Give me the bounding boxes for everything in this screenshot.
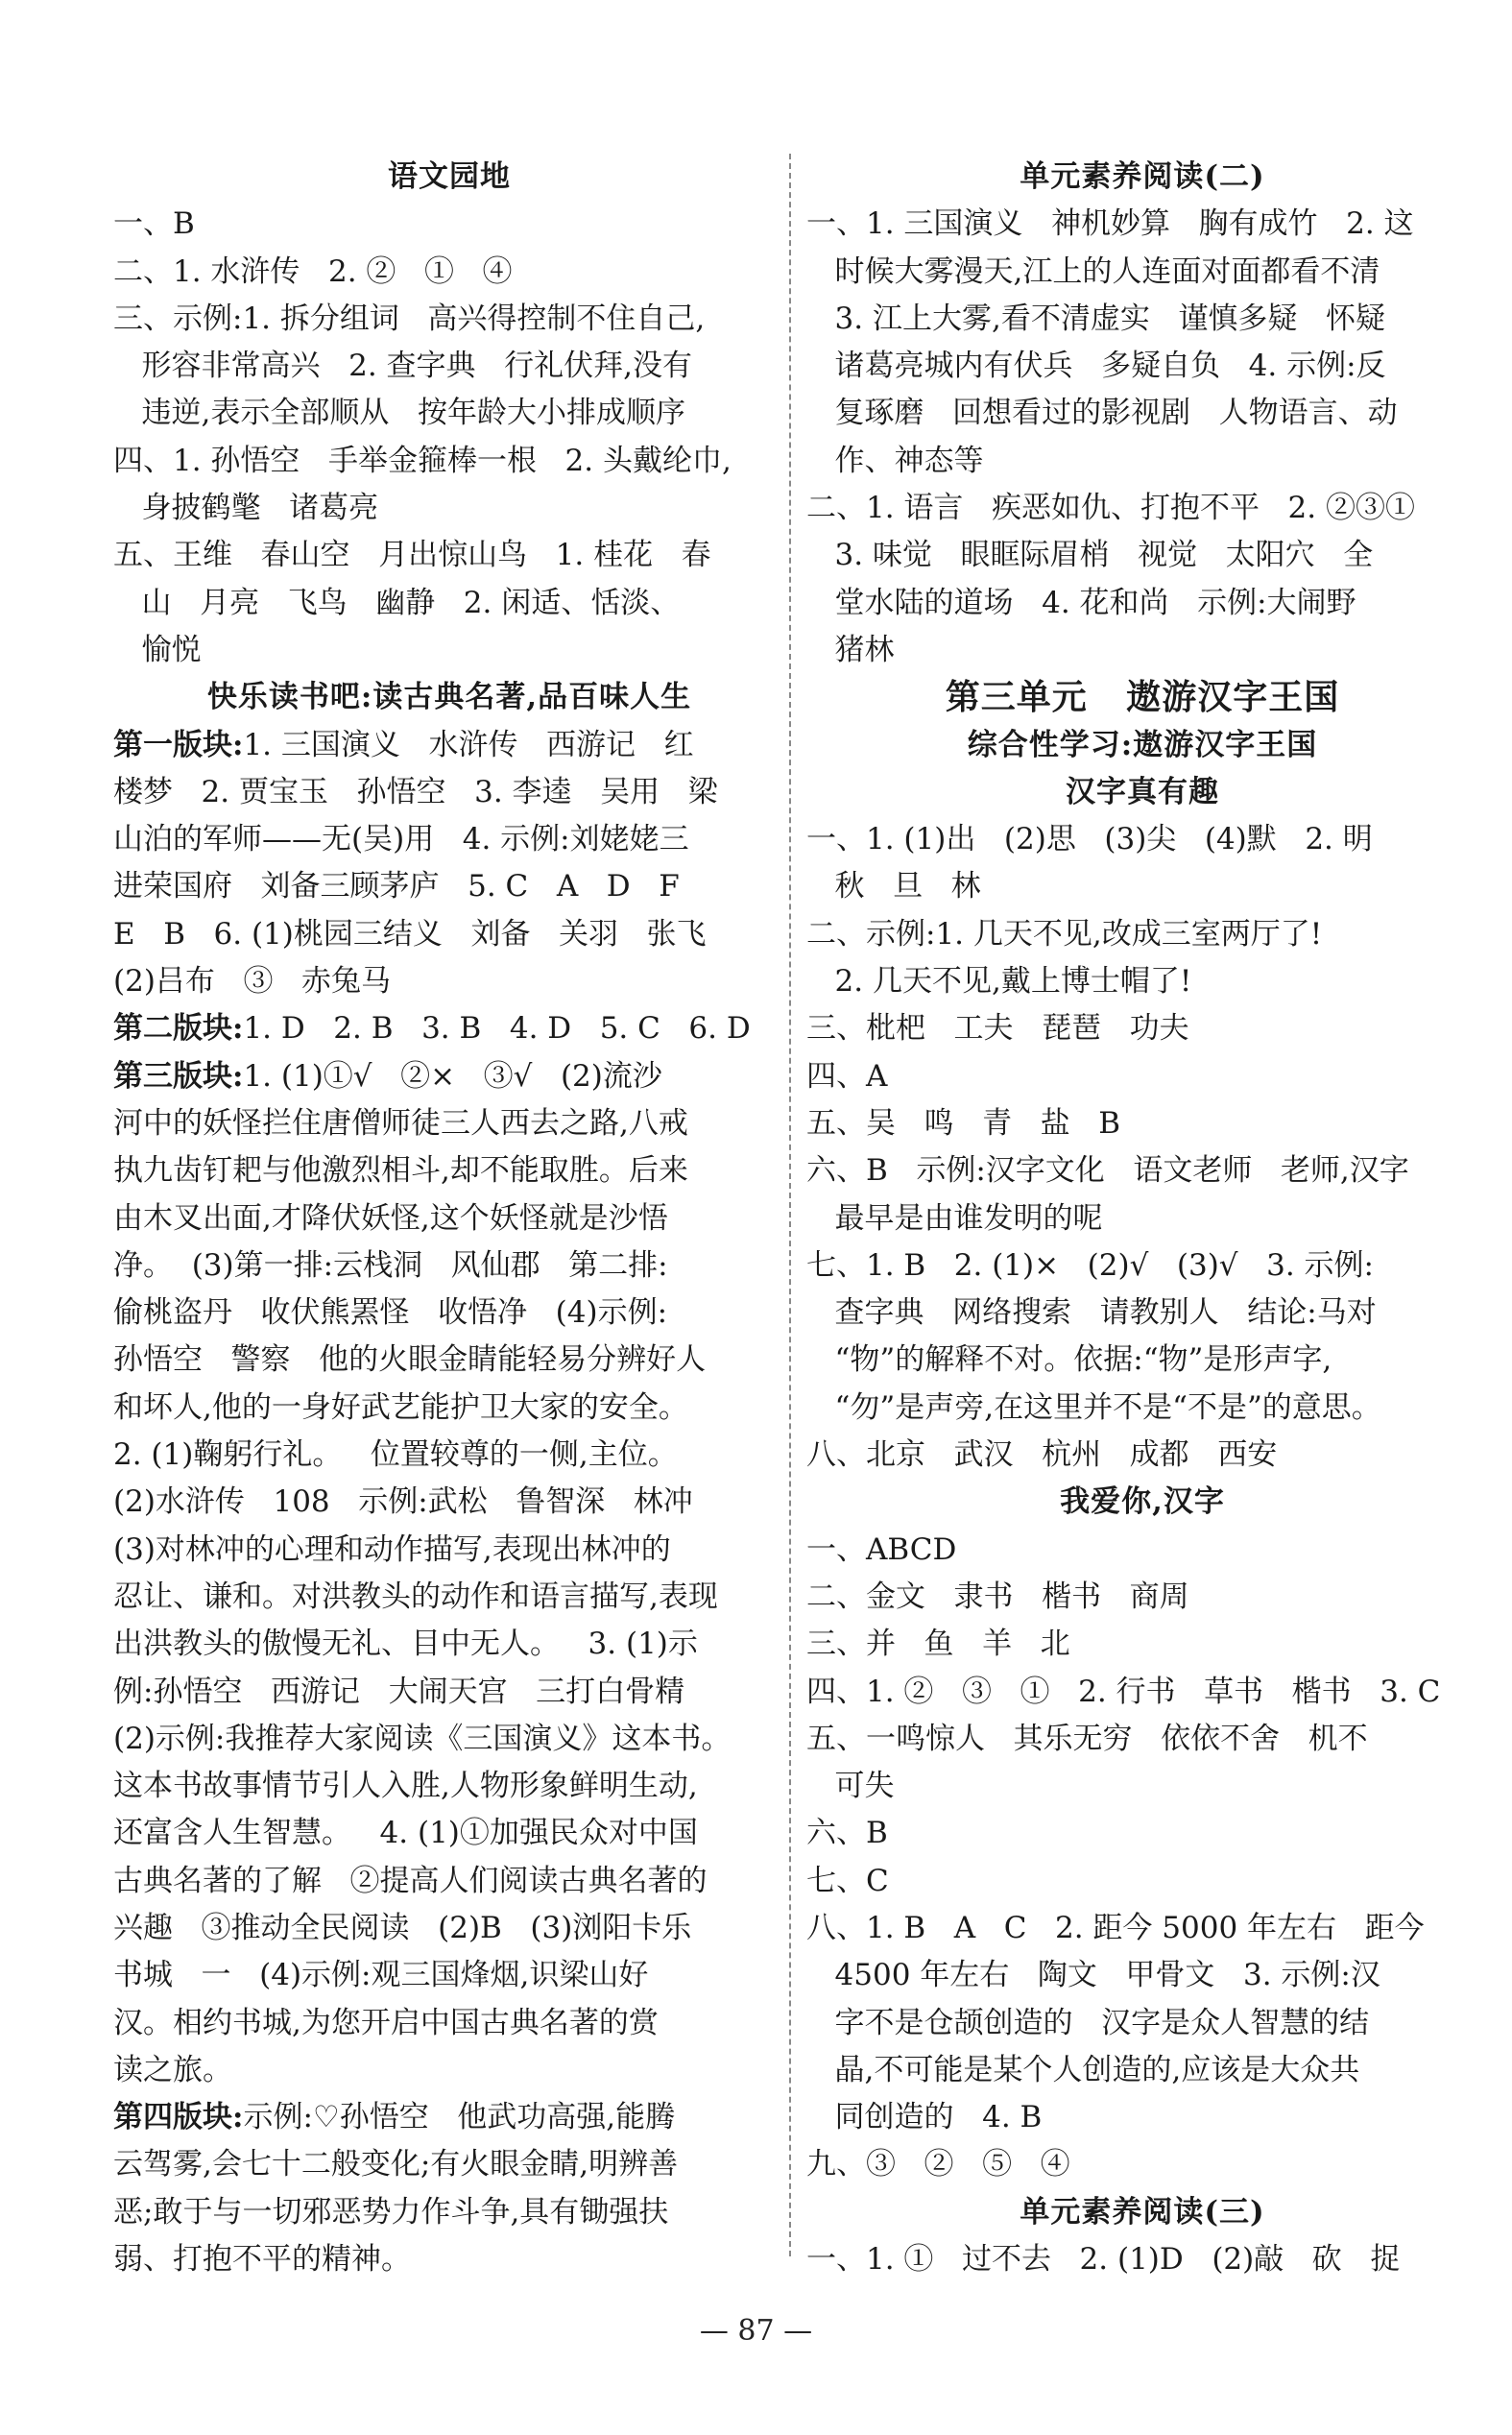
answer-line: 四、1. ② ③ ① 2. 行书 草书 楷书 3. C: [806, 1674, 1441, 1709]
answer-line: 最早是由谁发明的呢: [806, 1200, 1103, 1236]
answer-line: 3. 江上大雾,看不清虚实 谨慎多疑 怀疑: [806, 301, 1385, 336]
column-divider: [789, 154, 791, 2256]
section-heading: 语文园地: [388, 159, 511, 194]
answer-line: 六、B 示例:汉字文化 语文老师 老师,汉字: [806, 1153, 1409, 1189]
answer-line: 诸葛亮城内有伏兵 多疑自负 4. 示例:反: [806, 349, 1386, 384]
answer-line: 三、枇杷 工夫 琵琶 功夫: [806, 1011, 1189, 1047]
unit-title: 第三单元 遨游汉字王国: [945, 677, 1340, 718]
answer-line: 八、1. B A C 2. 距今 5000 年左右 距今: [806, 1910, 1425, 1945]
answer-line: 查字典 网络搜索 请教别人 结论:马对: [806, 1295, 1377, 1331]
answer-line: 2. (1)鞠躬行礼。 位置较尊的一侧,主位。: [113, 1437, 678, 1473]
answer-line: 七、1. B 2. (1)× (2)√ (3)√ 3. 示例:: [806, 1247, 1374, 1283]
answer-line: 三、示例:1. 拆分组词 高兴得控制不住自己,: [113, 301, 706, 336]
answer-line: 例:孙悟空 西游记 大闹天宫 三打白骨精: [113, 1674, 685, 1709]
answer-line: 秋 旦 林: [806, 869, 981, 904]
answer-line: 山泊的军师——无(吴)用 4. 示例:刘姥姥三: [113, 822, 689, 857]
answer-line: 晶,不可能是某个人创造的,应该是大众共: [806, 2052, 1360, 2087]
answer-line: 一、1. (1)出 (2)思 (3)尖 (4)默 2. 明: [806, 822, 1373, 857]
answer-line: 时候大雾漫天,江上的人连面对面都看不清: [806, 253, 1380, 289]
answer-line: 和坏人,他的一身好武艺能护卫大家的安全。: [113, 1389, 688, 1425]
answer-line: 河中的妖怪拦住唐僧师徒三人西去之路,八戒: [113, 1105, 688, 1141]
answer-line: 第四版块:示例:♡孙悟空 他武功高强,能腾: [113, 2100, 676, 2135]
answer-line: 二、1. 水浒传 2. ② ① ④: [113, 253, 513, 289]
answer-line: 这本书故事情节引人入胜,人物形象鲜明生动,: [113, 1769, 698, 1804]
answer-line: 楼梦 2. 贾宝玉 孙悟空 3. 李逵 吴用 梁: [113, 774, 718, 809]
answer-line: 3. 味觉 眼眶际眉梢 视觉 太阳穴 全: [806, 538, 1374, 573]
answer-line: 第二版块:1. D 2. B 3. B 4. D 5. C 6. D: [113, 1011, 751, 1047]
answer-line: E B 6. (1)桃园三结义 刘备 关羽 张飞: [113, 916, 707, 952]
page-number: — 87 —: [699, 2314, 813, 2348]
section-heading: 综合性学习:遨游汉字王国: [967, 727, 1318, 762]
answer-line: 堂水陆的道场 4. 花和尚 示例:大闹野: [806, 585, 1356, 620]
answer-line: 九、③ ② ⑤ ④: [806, 2147, 1070, 2182]
answer-line: 偷桃盗丹 收伏熊罴怪 收悟净 (4)示例:: [113, 1295, 668, 1331]
answer-line: 作、神态等: [806, 443, 984, 478]
answer-line: 山 月亮 飞鸟 幽静 2. 闲适、恬淡、: [113, 585, 681, 620]
answer-line: 古典名著的了解 ②提高人们阅读古典名著的: [113, 1863, 708, 1898]
answer-line: 五、一鸣惊人 其乐无穷 依依不舍 机不: [806, 1721, 1368, 1756]
block-label: 第四版块:: [113, 2100, 244, 2135]
answer-line: 三、并 鱼 羊 北: [806, 1627, 1070, 1662]
answer-line: 二、示例:1. 几天不见,改成三室两厅了!: [806, 916, 1323, 952]
section-heading: 单元素养阅读(二): [1020, 159, 1265, 194]
answer-line: 身披鹤氅 诸葛亮: [113, 491, 379, 526]
answer-line: 净。 (3)第一排:云栈洞 风仙郡 第二排:: [113, 1247, 668, 1283]
answer-line: 猪林: [806, 632, 895, 667]
answer-line: 弱、打抱不平的精神。: [113, 2242, 411, 2278]
section-heading: 单元素养阅读(三): [1020, 2194, 1265, 2230]
answer-line: 四、1. 孙悟空 手举金箍棒一根 2. 头戴纶巾,: [113, 443, 732, 478]
answer-line: 五、王维 春山空 月出惊山鸟 1. 桂花 春: [113, 538, 711, 573]
answer-line: 兴趣 ③推动全民阅读 (2)B (3)浏阳卡乐: [113, 1910, 692, 1945]
answer-line: (3)对林冲的心理和动作描写,表现出林冲的: [113, 1531, 671, 1567]
answer-line: 忍让、谦和。对洪教头的动作和语言描写,表现: [113, 1579, 718, 1614]
answer-line: 复琢磨 回想看过的影视剧 人物语言、动: [806, 396, 1398, 431]
answer-line: 违逆,表示全部顺从 按年龄大小排成顺序: [113, 396, 685, 431]
answer-line: “物”的解释不对。依据:“物”是形声字,: [806, 1342, 1332, 1378]
answer-line: 出洪教头的傲慢无礼、目中无人。 3. (1)示: [113, 1627, 698, 1662]
block-label: 第二版块:: [113, 1011, 244, 1047]
answer-line: (2)示例:我推荐大家阅读《三国演义》这本书。: [113, 1721, 732, 1756]
answer-line: 六、B: [806, 1816, 888, 1851]
block-label: 第三版块:: [113, 1058, 244, 1094]
answer-line: 一、B: [113, 206, 195, 242]
answer-line: 恶;敢于与一切邪恶势力作斗争,具有锄强扶: [113, 2194, 669, 2230]
left-column: [113, 154, 785, 2283]
answer-line: 愉悦: [113, 632, 202, 667]
answer-line: 进荣国府 刘备三顾茅庐 5. C A D F: [113, 869, 680, 904]
answer-line: “勿”是声旁,在这里并不是“不是”的意思。: [806, 1389, 1381, 1425]
answer-line: 字不是仓颉创造的 汉字是众人智慧的结: [806, 2005, 1370, 2040]
answer-line: 执九齿钉耙与他激烈相斗,却不能取胜。后来: [113, 1153, 688, 1189]
answer-line: 同创造的 4. B: [806, 2100, 1043, 2135]
section-heading: 汉字真有趣: [1066, 774, 1219, 809]
answer-line: 五、吴 鸣 青 盐 B: [806, 1105, 1121, 1141]
answer-line: 八、北京 武汉 杭州 成都 西安: [806, 1437, 1278, 1473]
answer-line: 二、1. 语言 疾恶如仇、打抱不平 2. ②③①: [806, 491, 1415, 526]
answer-line: 2. 几天不见,戴上博士帽了!: [806, 964, 1192, 1000]
answer-line: 一、1. ① 过不去 2. (1)D (2)敲 砍 捉: [806, 2242, 1401, 2278]
answer-line: 二、金文 隶书 楷书 商周: [806, 1579, 1189, 1614]
answer-line: 由木叉出面,才降伏妖怪,这个妖怪就是沙悟: [113, 1200, 668, 1236]
right-column: [806, 154, 1478, 2283]
answer-line: 书城 一 (4)示例:观三国烽烟,识梁山好: [113, 1958, 649, 1993]
answer-line: 一、1. 三国演义 神机妙算 胸有成竹 2. 这: [806, 206, 1414, 242]
answer-line: 还富含人生智慧。 4. (1)①加强民众对中国: [113, 1816, 698, 1851]
answer-line: 读之旅。: [113, 2052, 232, 2087]
answer-line: 4500 年左右 陶文 甲骨文 3. 示例:汉: [806, 1958, 1380, 1993]
answer-line: 四、A: [806, 1058, 888, 1094]
answer-line: 云驾雾,会七十二般变化;有火眼金睛,明辨善: [113, 2147, 679, 2182]
answer-line: 汉。相约书城,为您开启中国古典名著的赏: [113, 2005, 659, 2040]
section-heading: 快乐读书吧:读古典名著,品百味人生: [206, 680, 692, 715]
answer-line: 第一版块:1. 三国演义 水浒传 西游记 红: [113, 727, 694, 762]
answer-line: 孙悟空 警察 他的火眼金睛能轻易分辨好人: [113, 1342, 707, 1378]
answer-line: (2)吕布 ③ 赤兔马: [113, 964, 392, 1000]
answer-line: 形容非常高兴 2. 查字典 行礼伏拜,没有: [113, 349, 692, 384]
answer-line: 第三版块:1. (1)①√ ②× ③√ (2)流沙: [113, 1058, 662, 1094]
answer-line: 七、C: [806, 1863, 889, 1898]
answer-line: 可失: [806, 1769, 895, 1804]
answer-line: (2)水浒传 108 示例:武松 鲁智深 林冲: [113, 1484, 693, 1520]
section-heading: 我爱你,汉字: [1060, 1484, 1225, 1520]
block-label: 第一版块:: [113, 727, 244, 762]
answer-line: 一、ABCD: [806, 1531, 957, 1567]
